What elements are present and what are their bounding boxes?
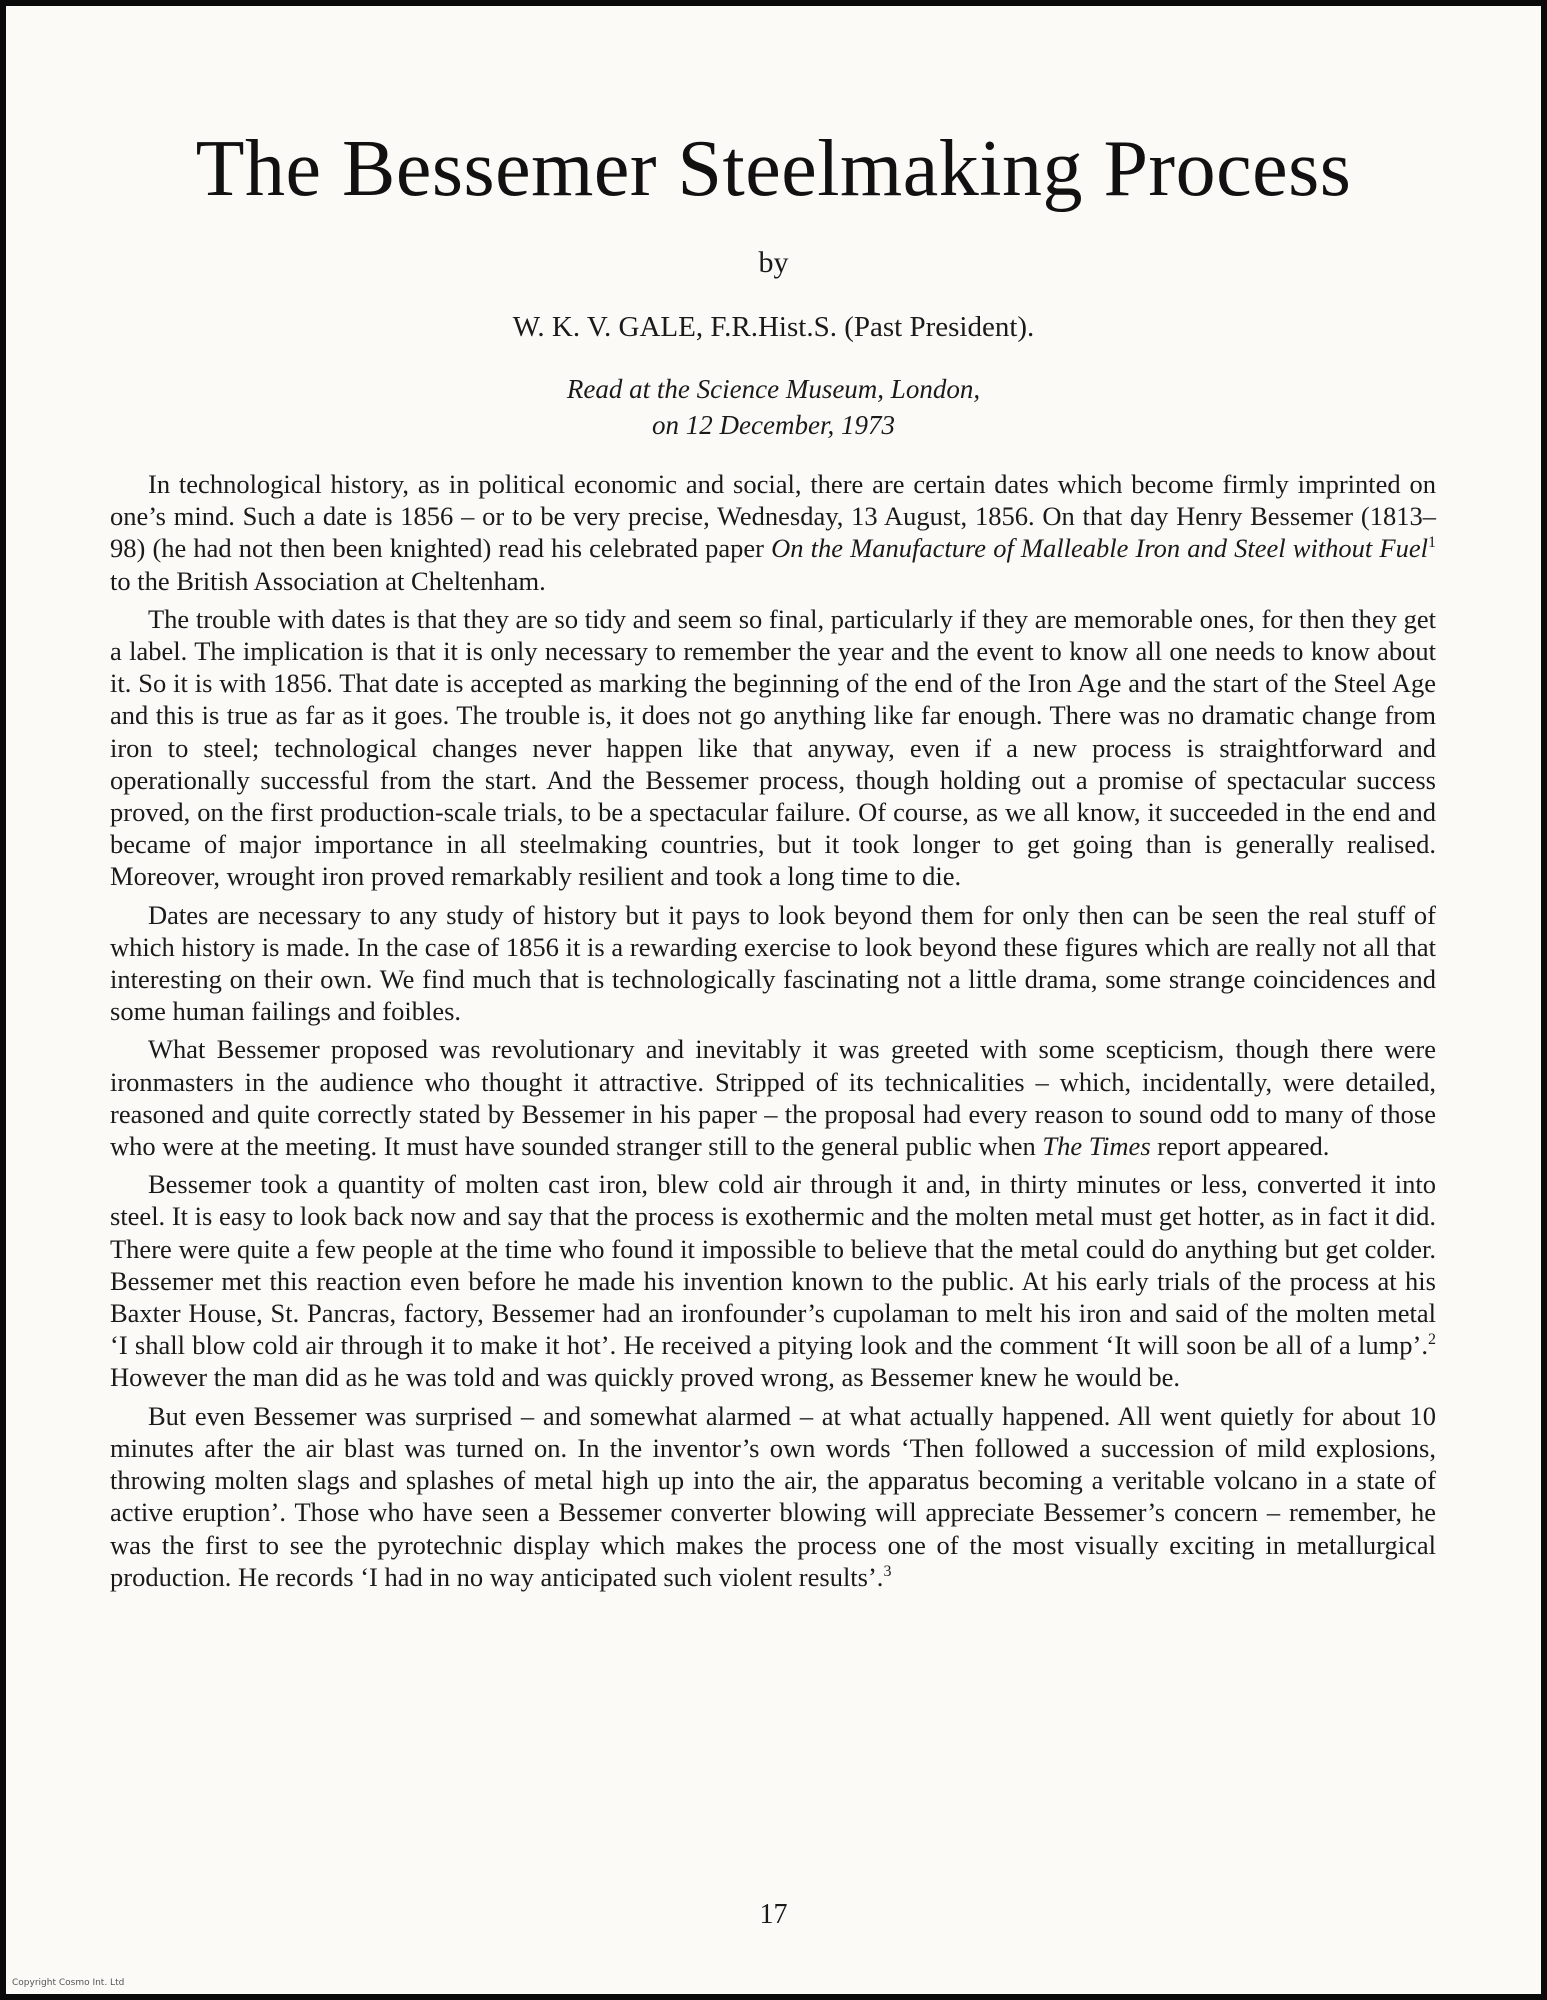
paper-title-italic: On the Manufacture of Malleable Iron and Steel without Fuel xyxy=(771,533,1428,564)
copyright-notice: Copyright Cosmo Int. Ltd xyxy=(12,1978,125,1988)
paragraph-2: The trouble with dates is that they are so tidy and seem so final, particularly if they are memorable ones, for then they get a label. The implication is that it is only necessary to remember the year and the event to know all one needs to know about it. So it is with 1856. That date is accepted as marking the beginning of the end of the Iron Age and the start of the Steel Age and this is true as far as it goes. The trouble is, it does not go anything like far enough. There was no dramatic change from iron to steel; technological changes never happen like that anyway, even if a new process is straightforward and operationally successful from the start. And the Bessemer process, though holding out a promise of spectacular success proved, on the first production-scale trials, to be a spectacular failure. Of course, as we all know, it succeeded in the end and became of major importance in all steelmaking countries, but it took longer to get going than is generally realised. Moreover, wrought iron proved remarkably resilient and took a long time to die. xyxy=(110,603,1436,892)
paragraph-5 xyxy=(110,1168,1436,1393)
article-body xyxy=(110,468,1436,1599)
paragraph-5-text-a: Bessemer took a quantity of molten cast iron, blew cold air through it and, in thirty minutes or less, converted it into steel. It is easy to look back now and say that the process is exothermic and the molten metal must get hotter, as in fact it did. There were quite a few people at the time who found it impossible to believe that the metal could do anything but get colder. Bessemer met this reaction even before he made his invention known to the public. At his early trials of the process at his Baxter House, St. Pancras, factory, Bessemer had an ironfounder’s cupolaman to melt his iron and said of the molten metal ‘I shall blow cold air through it to make it hot’. He received a pitying look and the comment ‘It will soon be all of a lump’. xyxy=(110,1169,1436,1361)
paragraph-4 xyxy=(110,1033,1436,1162)
paragraph-6 xyxy=(110,1400,1436,1593)
author-name: W. K. V. GALE, F.R.Hist.S. (Past President). xyxy=(512,311,1035,343)
footnote-ref-3: 3 xyxy=(883,1562,892,1580)
article-title: The Bessemer Steelmaking Process xyxy=(195,125,1352,213)
paragraph-4-text-a: What Bessemer proposed was revolutionary and inevitably it was greeted with some scepticism, though there were ironmasters in the audience who thought it attractive. Stripped of its technicalities – which, incidentally, were detailed, reasoned and quite correctly stated by Bessemer in his paper – the proposal had every reason to sound odd to many of those who were at the meeting. It must have sounded stranger still to the general public when xyxy=(110,1034,1436,1162)
paragraph-4-text-b: report appeared. xyxy=(1150,1131,1330,1162)
page-number: 17 xyxy=(759,1899,788,1930)
byline-word: by xyxy=(758,246,789,279)
venue-line-2: on 12 December, 1973 xyxy=(652,410,895,440)
paragraph-3: Dates are necessary to any study of history but it pays to look beyond them for only then can be seen the real stuff of which history is made. In the case of 1856 it is a rewarding exercise to look beyond these figures which are really not all that interesting on their own. We find much that is technologically fascinating not a little drama, some strange coincidences and some human failings and foibles. xyxy=(110,899,1436,1027)
footnote-ref-2: 2 xyxy=(1428,1331,1436,1349)
venue-line-1: Read at the Science Museum, London, xyxy=(566,374,981,404)
newspaper-title-italic: The Times xyxy=(1042,1131,1151,1162)
paragraph-6-text-a: But even Bessemer was surprised – and somewhat alarmed – at what actually happened. All went quietly for about 10 minutes after the air blast was turned on. In the inventor’s own words ‘Then followed a succession of mild explosions, throwing molten slags and splashes of metal high up into the air, the apparatus becoming a veritable volcano in a state of active eruption’. Those who have seen a Bessemer converter blowing will appreciate Bessemer’s concern – remember, he was the first to see the pyrotechnic display which makes the process one of the most visually exciting in metallurgical production. He records ‘I had in no way anticipated such violent results’. xyxy=(110,1400,1436,1592)
paragraph-1 xyxy=(110,468,1436,597)
paragraph-1-text-a: In technological history, as in political economic and social, there are certain dates which become firmly imprinted on one’s mind. Such a date is 1856 – or to be very precise, Wednesday, 13 August, 1856. On that day Henry Bessemer (1813–98) (he had not then been knighted) read his celebrated paper xyxy=(110,469,1436,564)
paragraph-5-text-b: However the man did as he was told and was quickly proved wrong, as Bessemer knew he would be. xyxy=(110,1362,1181,1393)
footnote-ref-1: 1 xyxy=(1428,534,1436,552)
paragraph-1-text-b: to the British Association at Cheltenham. xyxy=(110,565,546,596)
venue-note xyxy=(6,371,1541,443)
